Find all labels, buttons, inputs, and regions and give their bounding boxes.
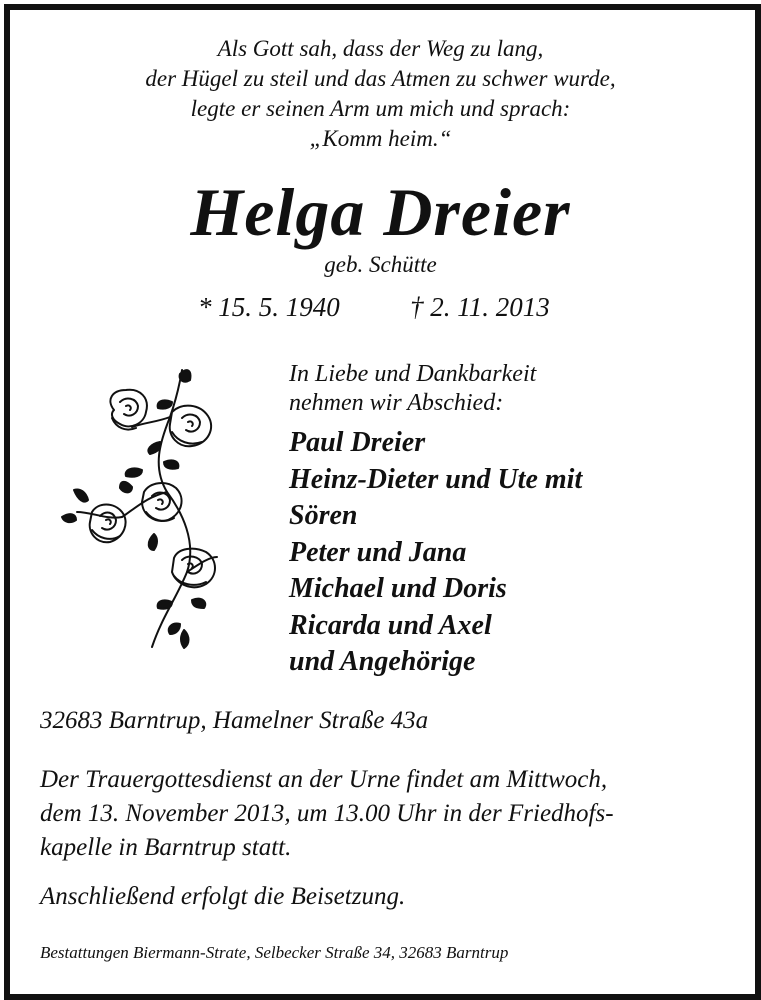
- intro-line: nehmen wir Abschied:: [289, 390, 504, 416]
- service-line: Der Trauergottesdienst an der Urne findet am Mittwoch,: [40, 766, 608, 793]
- mourner-line: Ricarda und Axel: [289, 609, 492, 641]
- mourners-list: [289, 425, 582, 681]
- mourner-line: Michael und Doris: [289, 573, 507, 604]
- death-date: † 2. 11. 2013: [410, 292, 550, 322]
- deceased-name: Helga Dreier: [190, 174, 571, 250]
- burial-note: Anschließend erfolgt die Beisetzung.: [40, 883, 406, 910]
- mourner-line: Paul Dreier: [289, 427, 426, 458]
- poem-line: Als Gott sah, dass der Weg zu lang,: [217, 36, 544, 61]
- poem-line: der Hügel zu steil und das Atmen zu schwer wurde,: [145, 66, 616, 91]
- mourner-line: Heinz-Dieter und Ute mit: [289, 463, 583, 495]
- service-announcement: [40, 763, 614, 865]
- poem-line: „Komm heim.“: [309, 126, 452, 151]
- service-line: dem 13. November 2013, um 13.00 Uhr in der Friedhofs-: [40, 800, 614, 827]
- birth-date: * 15. 5. 1940: [198, 292, 340, 322]
- mourner-line: Sören: [289, 500, 358, 531]
- service-line: kapelle in Barntrup statt.: [40, 834, 292, 861]
- maiden-name: geb. Schütte: [324, 252, 437, 277]
- rose-branch-icon: [42, 362, 232, 652]
- intro-text: [289, 360, 536, 418]
- family-address: 32683 Barntrup, Hamelner Straße 43a: [40, 707, 429, 734]
- mourner-line: Peter und Jana: [289, 536, 467, 568]
- poem-line: legte er seinen Arm um mich und sprach:: [190, 96, 571, 121]
- funeral-home: Bestattungen Biermann-Strate, Selbecker Straße 34, 32683 Barntrup: [40, 943, 509, 962]
- mourner-line: und Angehörige: [289, 646, 476, 677]
- poem: [0, 34, 761, 154]
- intro-line: In Liebe und Dankbarkeit: [289, 361, 537, 387]
